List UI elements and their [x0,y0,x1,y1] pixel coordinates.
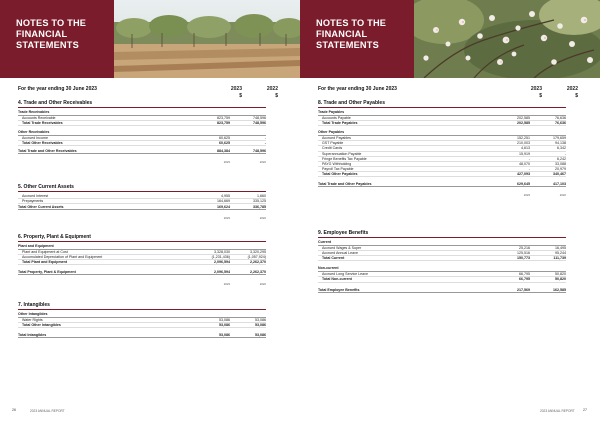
table-row-grand-total: Total Trade and Other Payables 629,645 417,103 [318,182,566,187]
right-page [300,0,600,424]
table-row: Accrued Payables 152,251 179,659 [318,136,566,141]
subsection-title: Current [318,240,566,246]
year-column-2023: 2023 $ [230,86,242,99]
orchard-photo [114,0,300,78]
table-row: Credit Cards 4,613 6,342 [318,146,566,151]
table-row: Accrued Annual Leave 125,516 95,244 [318,251,566,256]
year-labels: 2023 2022 [223,282,266,287]
subsection-title: Trade Receivables [18,110,266,116]
table-row-total: Total Other Intangibles 53,086 53,086 [18,323,266,328]
table-row-total: Total Current 150,773 111,739 [318,256,566,261]
table-row: PAYG Withholding 48,070 33,088 [318,162,566,167]
title-banner [300,0,414,78]
subsection-title: Other Intangibles [18,312,266,318]
table-row: Accounts Payable 202,585 76,636 [318,116,566,121]
year-labels: 2023 2022 [523,193,566,198]
table-row-grand-total: Total Intangibles 53,086 53,086 [18,333,266,338]
table-row-total: Total Other Receivables 60,625 - [18,141,266,146]
period-heading: For the year ending 30 June 2023 [318,86,397,92]
section-title: 4. Trade and Other Receivables [18,100,266,108]
section-title: 9. Employee Benefits [318,230,566,238]
year-labels: 2023 2022 [223,160,266,165]
section-title: 7. Intangibles [18,302,266,310]
table-row-total: Total Other Payables 427,093 340,467 [318,172,566,177]
table-row: Accrued Interest 4,955 1,660 [18,194,266,199]
table-row: Plant and Equipment at Cost 3,328,030 3,320,295 [18,250,266,255]
table-row: Superannuation Payable 15,919 - [318,152,566,157]
table-row: Water Rights 53,086 53,086 [18,318,266,323]
section-title: 8. Trade and Other Payables [318,100,566,108]
table-row: Accrued Wages & Super 25,216 16,495 [318,246,566,251]
table-row-total: Total Trade Receivables 823,759 748,596 [18,121,266,126]
title-banner [0,0,114,78]
table-row: GST Payable 210,003 94,138 [318,141,566,146]
section-title: 6. Property, Plant & Equipment [18,234,266,242]
section-title: 5. Other Current Assets [18,184,266,192]
table-row-total: Total Plant and Equipment 2,096,594 2,262,370 [18,260,266,265]
period-heading: For the year ending 30 June 2023 [18,86,97,92]
table-row-grand-total: Total Property, Plant & Equipment 2,096,594 2,262,370 [18,270,266,275]
banner-title: NOTES TO THE FINANCIAL STATEMENTS [16,18,87,50]
section-trade-receivables [18,100,266,166]
table-row-grand-total: Total Trade and Other Receivables 884,384 748,596 [18,149,266,154]
year-column-2023: 2023 $ [530,86,542,99]
year-column-2022: 2022 $ [266,86,278,99]
table-row: Accumulated Depreciation of Plant and Equipment (1,231,436) (1,057,924) [18,255,266,260]
table-row: Accounts Receivable 823,759 748,596 [18,116,266,121]
subsection-title: Non-current [318,266,566,272]
section-other-current-assets [18,184,266,222]
table-row-total: Total Non-current 66,795 50,820 [318,277,566,282]
subsection-title: Trade Payables [318,110,566,116]
year-labels: 2023 2022 [223,216,266,221]
table-row: Accrued Long Service Leave 66,795 50,820 [318,272,566,277]
section-employee-benefits [318,230,566,293]
banner-title: NOTES TO THE FINANCIAL STATEMENTS [316,18,387,50]
subsection-title: Other Receivables [18,130,266,136]
section-intangibles [18,302,266,338]
table-row-grand-total: Total Other Current Assets 169,624 336,785 [18,205,266,210]
table-row-total: Total Trade Payables 202,585 76,636 [318,121,566,126]
section-trade-payables [318,100,566,199]
footer-text: 2023 ANNUAL REPORT [30,409,65,413]
table-row: Fringe Benefits Tax Payable - 6,242 [318,157,566,162]
blossom-photo [414,0,600,78]
table-row: Prepayments 164,669 335,125 [18,199,266,204]
subsection-title: Other Payables [318,130,566,136]
page-number: 26 [12,408,16,412]
section-property-plant-equipment [18,234,266,288]
footer-text: 2023 ANNUAL REPORT [540,409,575,413]
table-row-grand-total: Total Employee Benefits 217,569 162,585 [318,287,566,292]
year-column-2022: 2022 $ [566,86,578,99]
page-number: 27 [583,408,587,412]
table-row: Payroll Tax Payable - 20,979 [318,167,566,172]
subsection-title: Plant and Equipment [18,244,266,250]
table-row: Accrued Income 60,625 - [18,136,266,141]
